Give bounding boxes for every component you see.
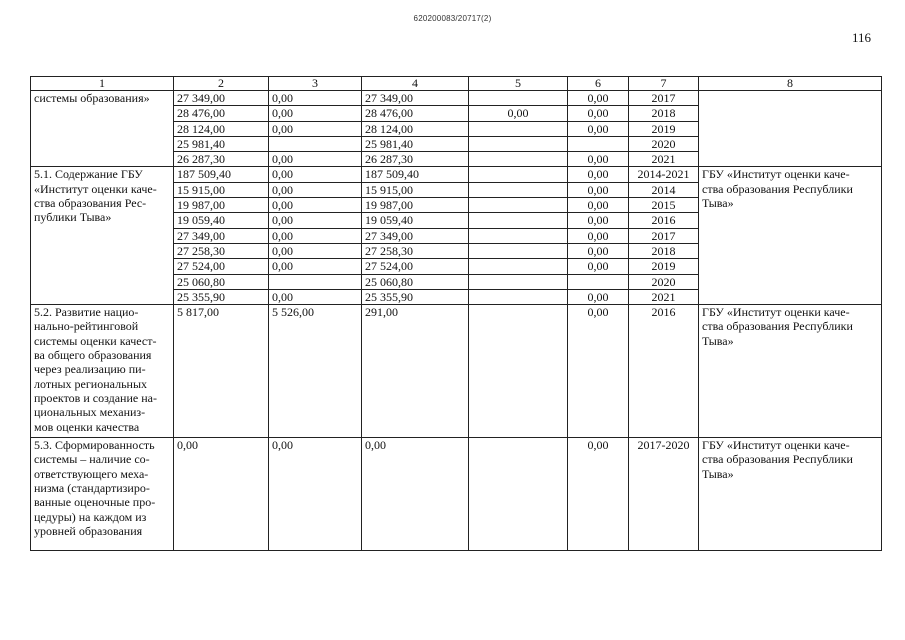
republic-budget-cell: 0,00 <box>362 438 469 551</box>
executor-cell <box>699 91 882 167</box>
federal-budget-cell: 0,00 <box>269 152 362 167</box>
federal-budget-cell: 0,00 <box>269 228 362 243</box>
federal-budget-cell <box>269 274 362 289</box>
total-amount-cell: 27 524,00 <box>174 259 269 274</box>
extrabudget-cell: 0,00 <box>568 438 629 551</box>
federal-budget-cell <box>269 136 362 151</box>
year-cell: 2015 <box>629 198 699 213</box>
extrabudget-cell: 0,00 <box>568 305 629 438</box>
activity-name: 5.3. Сформированность системы – наличие со- ответствующего меха- низма (стандартизиро- ванные оценочные про- цедуры) на каждом из уровней образования <box>31 438 174 551</box>
year-cell: 2021 <box>629 152 699 167</box>
column-header: 5 <box>469 77 568 91</box>
total-amount-cell: 27 349,00 <box>174 91 269 106</box>
year-cell: 2017-2020 <box>629 438 699 551</box>
municipal-budget-cell <box>469 289 568 304</box>
federal-budget-cell: 0,00 <box>269 167 362 182</box>
extrabudget-cell: 0,00 <box>568 167 629 182</box>
republic-budget-cell: 27 349,00 <box>362 91 469 106</box>
column-header: 1 <box>31 77 174 91</box>
column-header: 4 <box>362 77 469 91</box>
extrabudget-cell: 0,00 <box>568 243 629 258</box>
extrabudget-cell: 0,00 <box>568 259 629 274</box>
municipal-budget-cell <box>469 182 568 197</box>
total-amount-cell: 0,00 <box>174 438 269 551</box>
municipal-budget-cell <box>469 243 568 258</box>
activity-name: системы образования» <box>31 91 174 167</box>
extrabudget-cell: 0,00 <box>568 106 629 121</box>
extrabudget-cell: 0,00 <box>568 121 629 136</box>
federal-budget-cell: 5 526,00 <box>269 305 362 438</box>
extrabudget-cell: 0,00 <box>568 91 629 106</box>
total-amount-cell: 25 060,80 <box>174 274 269 289</box>
total-amount-cell: 25 981,40 <box>174 136 269 151</box>
municipal-budget-cell <box>469 152 568 167</box>
republic-budget-cell: 25 981,40 <box>362 136 469 151</box>
executor-cell: ГБУ «Институт оценки каче- ства образования Республики Тыва» <box>699 305 882 438</box>
total-amount-cell: 5 817,00 <box>174 305 269 438</box>
republic-budget-cell: 19 987,00 <box>362 198 469 213</box>
total-amount-cell: 25 355,90 <box>174 289 269 304</box>
municipal-budget-cell <box>469 228 568 243</box>
document-code: 620200083/20717(2) <box>413 14 492 23</box>
year-cell: 2020 <box>629 274 699 289</box>
year-cell: 2018 <box>629 243 699 258</box>
year-cell: 2017 <box>629 228 699 243</box>
republic-budget-cell: 291,00 <box>362 305 469 438</box>
republic-budget-cell: 27 524,00 <box>362 259 469 274</box>
municipal-budget-cell <box>469 198 568 213</box>
year-cell: 2019 <box>629 121 699 136</box>
federal-budget-cell: 0,00 <box>269 259 362 274</box>
municipal-budget-cell <box>469 438 568 551</box>
column-header: 3 <box>269 77 362 91</box>
table-row <box>31 305 882 438</box>
total-amount-cell: 19 059,40 <box>174 213 269 228</box>
municipal-budget-cell <box>469 259 568 274</box>
total-amount-cell: 15 915,00 <box>174 182 269 197</box>
extrabudget-cell: 0,00 <box>568 213 629 228</box>
activity-name: 5.2. Развитие нацио- нально-рейтинговой системы оценки качест- ва общего образования через реализацию пи- лотных региональных проектов и создание на- циональных механиз- мов оценки качества <box>31 305 174 438</box>
republic-budget-cell: 26 287,30 <box>362 152 469 167</box>
activity-name: 5.1. Содержание ГБУ «Институт оценки каче- ства образования Рес- публики Тыва» <box>31 167 174 305</box>
column-header: 7 <box>629 77 699 91</box>
column-header: 6 <box>568 77 629 91</box>
budget-table <box>30 76 882 551</box>
year-cell: 2018 <box>629 106 699 121</box>
extrabudget-cell: 0,00 <box>568 198 629 213</box>
executor-cell: ГБУ «Институт оценки каче- ства образования Республики Тыва» <box>699 438 882 551</box>
year-cell: 2016 <box>629 305 699 438</box>
table-row <box>31 91 882 106</box>
total-amount-cell: 28 476,00 <box>174 106 269 121</box>
federal-budget-cell: 0,00 <box>269 289 362 304</box>
municipal-budget-cell <box>469 274 568 289</box>
extrabudget-cell <box>568 274 629 289</box>
table-row <box>31 438 882 551</box>
federal-budget-cell: 0,00 <box>269 213 362 228</box>
year-cell: 2016 <box>629 213 699 228</box>
extrabudget-cell: 0,00 <box>568 152 629 167</box>
republic-budget-cell: 25 355,90 <box>362 289 469 304</box>
extrabudget-cell <box>568 136 629 151</box>
year-cell: 2021 <box>629 289 699 304</box>
municipal-budget-cell <box>469 136 568 151</box>
executor-cell: ГБУ «Институт оценки каче- ства образования Республики Тыва» <box>699 167 882 305</box>
total-amount-cell: 187 509,40 <box>174 167 269 182</box>
extrabudget-cell: 0,00 <box>568 289 629 304</box>
page-number: 116 <box>852 30 872 45</box>
republic-budget-cell: 25 060,80 <box>362 274 469 289</box>
total-amount-cell: 19 987,00 <box>174 198 269 213</box>
municipal-budget-cell <box>469 91 568 106</box>
republic-budget-cell: 187 509,40 <box>362 167 469 182</box>
table-header-row <box>31 77 882 91</box>
year-cell: 2017 <box>629 91 699 106</box>
year-cell: 2014 <box>629 182 699 197</box>
republic-budget-cell: 27 258,30 <box>362 243 469 258</box>
year-cell: 2019 <box>629 259 699 274</box>
total-amount-cell: 27 349,00 <box>174 228 269 243</box>
year-cell: 2014-2021 <box>629 167 699 182</box>
municipal-budget-cell <box>469 167 568 182</box>
total-amount-cell: 27 258,30 <box>174 243 269 258</box>
year-cell: 2020 <box>629 136 699 151</box>
federal-budget-cell: 0,00 <box>269 182 362 197</box>
column-header: 2 <box>174 77 269 91</box>
republic-budget-cell: 19 059,40 <box>362 213 469 228</box>
federal-budget-cell: 0,00 <box>269 438 362 551</box>
republic-budget-cell: 27 349,00 <box>362 228 469 243</box>
federal-budget-cell: 0,00 <box>269 91 362 106</box>
table-row <box>31 167 882 182</box>
republic-budget-cell: 15 915,00 <box>362 182 469 197</box>
federal-budget-cell: 0,00 <box>269 243 362 258</box>
extrabudget-cell: 0,00 <box>568 182 629 197</box>
municipal-budget-cell <box>469 121 568 136</box>
municipal-budget-cell <box>469 213 568 228</box>
extrabudget-cell: 0,00 <box>568 228 629 243</box>
republic-budget-cell: 28 124,00 <box>362 121 469 136</box>
federal-budget-cell: 0,00 <box>269 198 362 213</box>
column-header: 8 <box>699 77 882 91</box>
federal-budget-cell: 0,00 <box>269 121 362 136</box>
total-amount-cell: 26 287,30 <box>174 152 269 167</box>
republic-budget-cell: 28 476,00 <box>362 106 469 121</box>
municipal-budget-cell <box>469 305 568 438</box>
total-amount-cell: 28 124,00 <box>174 121 269 136</box>
municipal-budget-cell: 0,00 <box>469 106 568 121</box>
federal-budget-cell: 0,00 <box>269 106 362 121</box>
